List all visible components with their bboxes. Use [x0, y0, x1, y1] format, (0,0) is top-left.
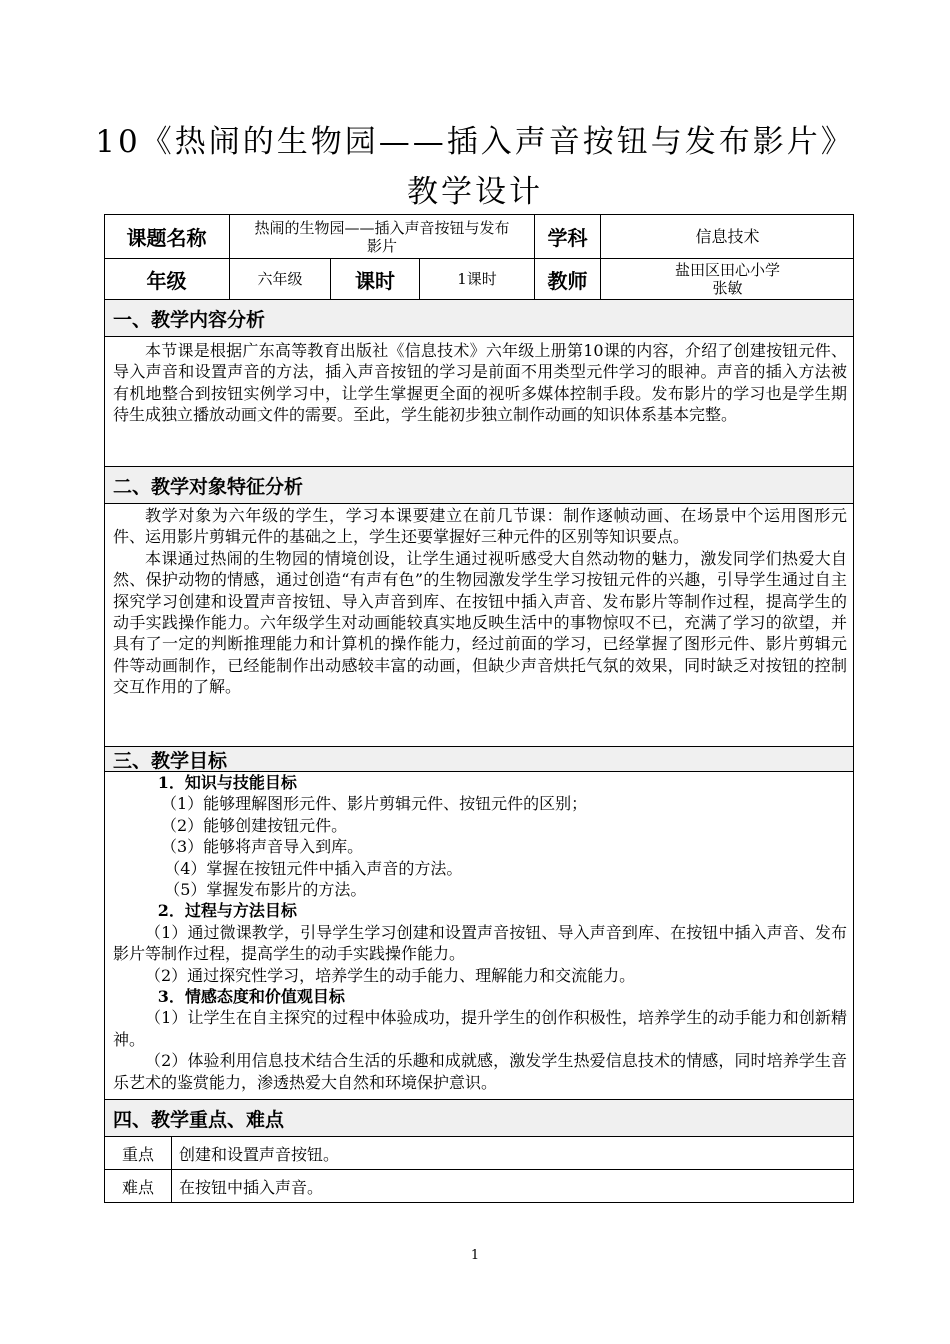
learner-analysis-paragraph-1: 教学对象为六年级的学生，学习本课要建立在前几节课：制作逐帧动画、在场景中个运用图形元件、运用影片剪辑元件的基础之上，学生还要掌握好三种元件的区别等知识要点。: [113, 506, 847, 547]
objective-item: （2）通过探究性学习，培养学生的动手能力、理解能力和交流能力。: [145, 965, 636, 985]
subject-value: 信息技术: [600, 215, 854, 258]
grade-value: 六年级: [229, 259, 330, 299]
difficulty-label: 难点: [105, 1170, 172, 1202]
topic-value: 热闹的生物园——插入声音按钮与发布影片: [229, 215, 534, 258]
objective-item: （2）体验利用信息技术结合生活的乐趣和成就感，激发学生热爱信息技术的情感，同时培养学生音乐艺术的鉴赏能力，渗透热爱大自然和环境保护意识。: [113, 1051, 847, 1092]
subject-label: 学科: [534, 215, 600, 258]
teacher-value: [600, 259, 854, 299]
objective-item: （2）能够创建按钮元件。: [161, 815, 348, 835]
topic-label: 课题名称: [126, 226, 207, 250]
teacher-school: 盐田区田心小学: [674, 261, 780, 279]
objective-item: （3）能够将声音导入到库。: [161, 837, 364, 857]
section-heading-objectives: 三、教学目标: [104, 746, 854, 772]
key-point-row: [104, 1136, 854, 1170]
hours-value: 1课时: [419, 259, 534, 299]
objective-item: （4）掌握在按钮元件中插入声音的方法。: [164, 858, 463, 878]
page-number: 1: [470, 1248, 480, 1263]
objective-item: （1）能够理解图形元件、影片剪辑元件、按钮元件的区别；: [161, 794, 588, 814]
section-heading-content-analysis: 一、教学内容分析: [104, 299, 854, 337]
teacher-name: 张敏: [712, 279, 743, 297]
section-heading-learner-analysis: 二、教学对象特征分析: [104, 466, 854, 504]
section-body-objectives: [104, 771, 854, 1099]
document-title: 10《热闹的生物园——插入声音按钮与发布影片》: [95, 124, 855, 160]
key-point-value: 创建和设置声音按钮。: [179, 1144, 340, 1164]
difficulty-value: 在按钮中插入声音。: [179, 1177, 324, 1197]
objective-heading-process: 2．过程与方法目标: [157, 901, 297, 921]
section-body-learner-analysis: [104, 503, 854, 746]
objective-heading-knowledge: 1．知识与技能目标: [157, 773, 297, 792]
key-point-label: 重点: [105, 1137, 172, 1169]
section-body-content-analysis: [104, 336, 854, 466]
info-row-1: [104, 214, 854, 259]
content-analysis-paragraph: 本节课是根据广东高等教育出版社《信息技术》六年级上册第10课的内容，介绍了创建按钮元件、导入声音和设置声音的方法，插入声音按钮的学习是前面不用类型元件学习的眼神。声音的插入方法被有机地整合到按钮实例学习中，让学生掌握更全面的视听多媒体控制手段。发布影片的学习也是学生期待生成独立播放动画文件的需要。至此，学生能初步独立制作动画的知识体系基本完整。: [113, 341, 847, 425]
document-subtitle: 教学设计: [407, 174, 543, 210]
difficulty-row: [104, 1169, 854, 1203]
objective-item: （5）掌握发布影片的方法。: [164, 880, 367, 900]
grade-label: 年级: [146, 268, 187, 293]
section-heading-key-points: 四、教学重点、难点: [104, 1099, 854, 1137]
info-row-2: [104, 258, 854, 300]
objective-item: （1）通过微课教学，引导学生学习创建和设置声音按钮、导入声音到库、在按钮中插入声音、发布影片等制作过程，提高学生的动手实践操作能力。: [113, 922, 847, 964]
learner-analysis-paragraph-2: 本课通过热闹的生物园的情境创设，让学生通过视听感受大自然动物的魅力，激发同学们热爱大自然、保护动物的情感，通过创造“有声有色”的生物园激发学生学习按钮元件的兴趣，引导学生通过自主探究学习创建和设置声音按钮、导入声音到库、在按钮中插入声音、发布影片等制作过程，提高学生的动手实践操作能力。六年级学生对动画能较真实地反映生活中的事物惊叹不已，充满了学习的欲望，并具有了一定的判断推理能力和计算机的操作能力，经过前面的学习，已经掌握了图形元件、影片剪辑元件等动画制作，已经能制作出动感较丰富的动画，但缺少声音烘托气氛的效果，同时缺乏对按钮的控制交互作用的了解。: [113, 548, 847, 697]
teacher-label: 教师: [534, 259, 600, 299]
hours-label: 课时: [330, 259, 419, 299]
objective-heading-attitude: 3．情感态度和价值观目标: [157, 987, 345, 1007]
objective-item: （1）让学生在自主探究的过程中体验成功，提升学生的创作积极性，培养学生的动手能力和创新精神。: [113, 1008, 847, 1049]
